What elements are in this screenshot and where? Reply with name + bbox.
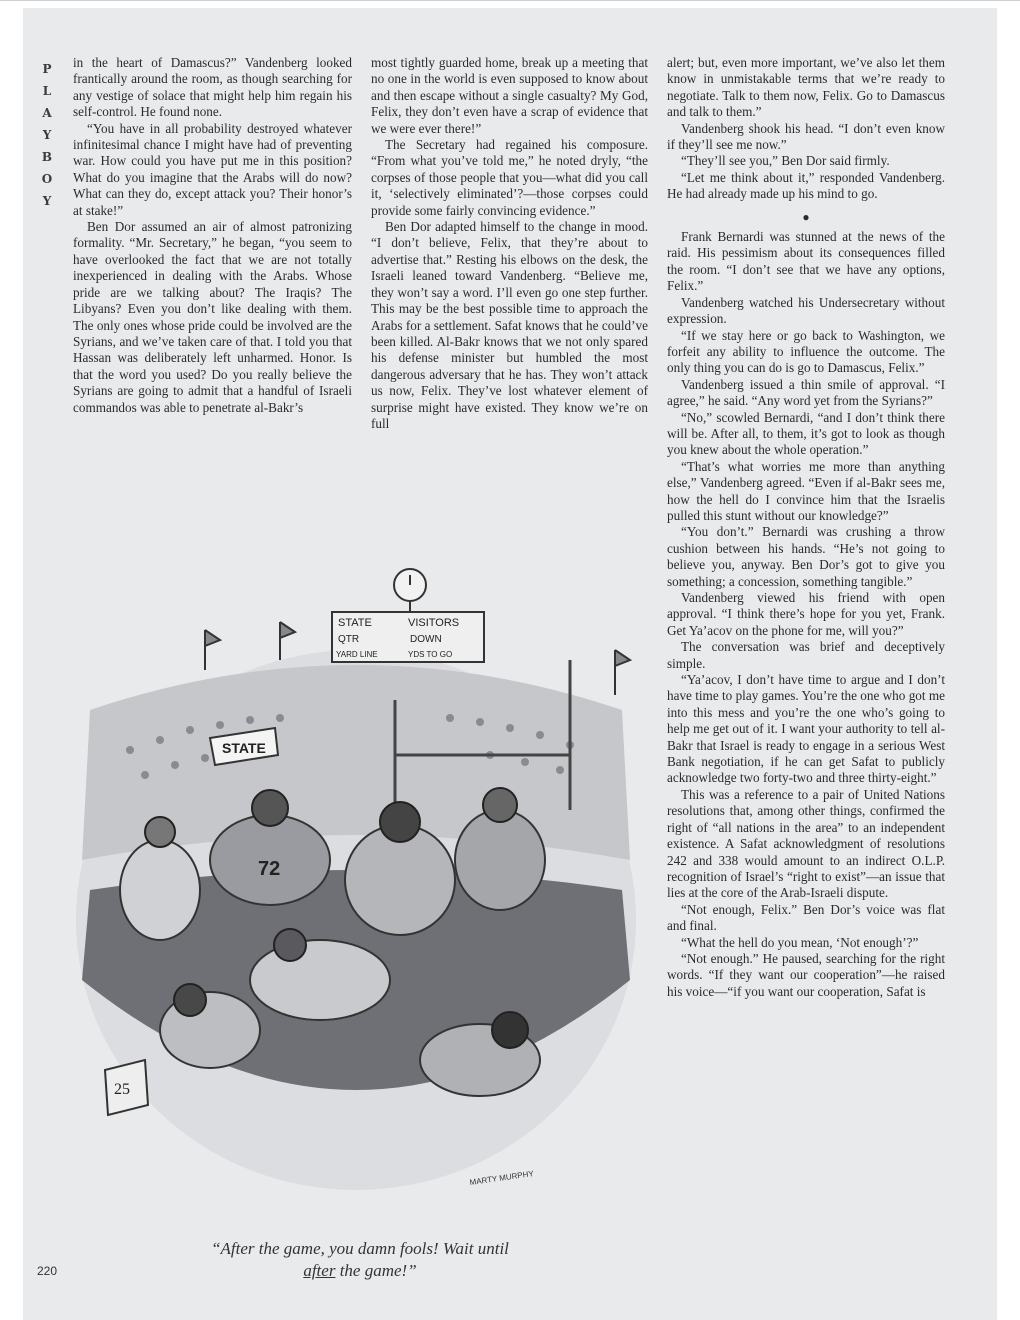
paragraph: “No,” scowled Bernardi, “and I don’t think there will be. After all, to them, it’s got to look as though you knew about the whole operation.” — [667, 409, 945, 458]
text-column-1 — [73, 55, 352, 416]
cartoon-caption — [140, 1238, 580, 1282]
jersey-number: 72 — [258, 858, 281, 880]
magazine-name-vertical — [36, 58, 58, 212]
paragraph: The Secretary had regained his composure. “From what you’ve told me,” he noted dryly, “the corpses of those people that you—what did you call it, ‘selectively eliminated’?—those corpses could provide some fairly convincing evidence.” — [371, 137, 648, 218]
paragraph: “Let me think about it,” responded Vandenberg. He had already made up his mind to go. — [667, 169, 945, 202]
paragraph: alert; but, even more important, we’ve also let them know in unmistakable terms that we’re ready to negotiate. Talk to them now, Felix. Go to Damascus and talk to them.” — [667, 55, 945, 120]
name-letter: P — [42, 62, 52, 76]
text-column-2 — [371, 55, 648, 432]
top-rule — [0, 0, 1020, 1]
artist-signature: MARTY MURPHY — [469, 1169, 535, 1187]
pennant-flag — [205, 630, 220, 670]
page-number: 220 — [37, 1264, 58, 1278]
yard-marker-number: 25 — [114, 1081, 130, 1098]
paragraph: “What the hell do you mean, ‘Not enough’?” — [681, 934, 919, 950]
name-letter: Y — [42, 194, 52, 208]
paragraph: “Ya’acov, I don’t have time to argue and I don’t have time to play games. You’re the one who got me into this mess and you’re the one who’s going to help me get out of it. I want your authority to tell al-Bakr that Israel is ready to engage in a serious West Bank negotiation, if he can get Safat to publicly acknowledge two forty-two and three thirty-eight.” — [667, 672, 945, 786]
paragraph: This was a reference to a pair of United Nations resolutions that, among other things, confirmed the right of “all nations in the area” to an independent existence. A Safat acknowledgment of resolutions 242 and 338 would amount to an indirect O.L.P. recognition of Israel’s “right to exist”—an issue that lies at the core of the Arab-Israeli dispute. — [667, 786, 945, 901]
paragraph: “They’ll see you,” Ben Dor said firmly. — [681, 153, 890, 169]
paragraph: “If we stay here or go back to Washington, we forfeit any ability to influence the outcome. The only thing you can do is go to Damascus, Felix.” — [667, 327, 945, 376]
paragraph: Ben Dor adapted himself to the change in mood. “I don’t believe, Felix, that they’re about to advertise that.” Resting his elbows on the desk, the Israeli leaned toward Vandenberg. “Believe me, they won’t say a word. I’ll even go one step further. This may be the best possible time to approach the Arabs for a settlement. Safat knows that he could’ve been killed. Al-Bakr knows that we not only spared his defense minister but humbled the most dangerous adversary that he has. They won’t attack us now, Felix. They’ve lost whatever element of surprise might have existed. They know we’re on full — [371, 219, 648, 431]
pennant-flag — [615, 650, 630, 695]
paragraph: “You don’t.” Bernardi was crushing a throw cushion between his hands. “He’s not going to believe you, anyway. Ben Dor’s got to give you something; a concession, something tangible.” — [667, 524, 945, 589]
section-break-bullet: ● — [802, 209, 810, 224]
text-column-3 — [667, 55, 945, 1000]
paragraph: Vandenberg issued a thin smile of approval. “I agree,” he said. “Any word yet from the Syrians?” — [667, 376, 945, 409]
paragraph: Vandenberg shook his head. “I don’t even know if they’ll see me now.” — [667, 120, 945, 153]
state-pennant-text: STATE — [222, 740, 266, 756]
paragraph: “Not enough.” He paused, searching for the right words. “If they want our cooperation”—he raised his voice—“if you want our cooperation, Safat is — [667, 950, 945, 999]
scoreboard-visitors-label: VISITORS — [408, 617, 460, 629]
paragraph: “That’s what worries me more than anything else,” Vandenberg agreed. “Even if al-Bakr sees me, how the hell do I convince him that the Israelis pulled this stunt without our knowledge?” — [667, 458, 945, 523]
paragraph: The conversation was brief and deceptively simple. — [667, 639, 945, 671]
caption-line-2-rest: the game!” — [335, 1261, 417, 1280]
caption-line-1: “After the game, you damn fools! Wait until — [211, 1239, 509, 1258]
scoreboard-qtr-label: QTR — [338, 634, 360, 645]
paragraph: “Not enough, Felix.” Ben Dor’s voice was flat and final. — [667, 901, 945, 934]
name-letter: L — [42, 84, 52, 98]
name-letter: Y — [42, 128, 52, 142]
paragraph: “You have in all probability destroyed whatever infinitesimal chance I might have had of preventing war. How could you have put me in this position? What do you imagine that the Arabs will do now? What can they do, except attack you? Their honor’s at stake!” — [73, 120, 352, 218]
caption-emphasis: after — [303, 1261, 336, 1280]
name-letter: A — [42, 106, 52, 120]
paragraph: in the heart of Damascus?” Vandenberg looked frantically around the room, as though searching for any vestige of solace that might help him regain his self-control. He found none. — [73, 55, 352, 120]
paragraph: Frank Bernardi was stunned at the news of the raid. His pessimism about its consequences filled the room. “I don’t see that we have any options, Felix.” — [667, 229, 945, 294]
name-letter: O — [41, 172, 53, 186]
paragraph: Vandenberg watched his Undersecretary without expression. — [667, 294, 945, 327]
name-letter: B — [41, 150, 53, 164]
scoreboard-state-label: STATE — [338, 617, 372, 629]
pennant-flag — [280, 622, 295, 660]
paragraph: Ben Dor assumed an air of almost patronizing formality. “Mr. Secretary,” he began, “you seem to have overlooked the fact that we are not totally inexperienced in dealing with the Arabs. Whose pride are we talking about? The Iraqis? The Libyans? Even you don’t like dealing with them. The only ones whose pride could be involved are the Syrians, and we’ve taken care of that. I told you that Hassan was deliberately left unharmed. Honor. Is that the word you used? Do you really believe the Syrians are going to admit that a handful of Israeli commandos was able to penetrate al-Bakr’s — [73, 219, 352, 415]
scoreboard-down-label: DOWN — [410, 634, 442, 645]
football-cartoon-illustration — [70, 560, 642, 1220]
scoreboard-yardline-label: YARD LINE — [336, 650, 378, 659]
paragraph: most tightly guarded home, break up a meeting that no one in the world is even supposed to know about and then escape without a single casualty? My God, Felix, they don’t even have a scrap of evidence that we were ever there!” — [371, 55, 648, 136]
paragraph: Vandenberg viewed his friend with open approval. “I think there’s hope for you yet, Frank. Get Ya’acov on the phone for me, will you?” — [667, 590, 945, 638]
scoreboard-yds-label: YDS TO GO — [408, 650, 453, 659]
